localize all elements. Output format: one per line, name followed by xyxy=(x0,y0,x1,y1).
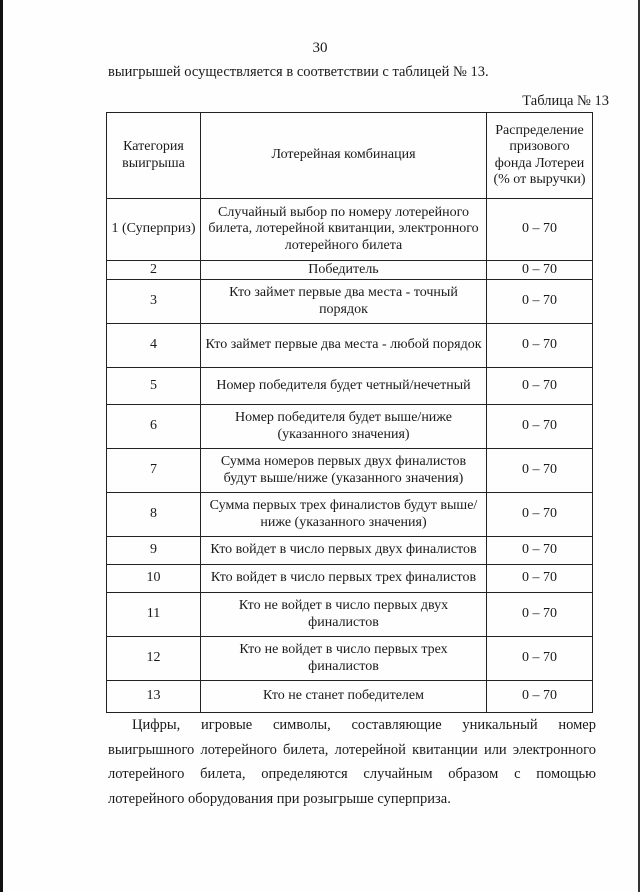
category-cell: 11 xyxy=(107,593,201,637)
distribution-cell: 0 – 70 xyxy=(487,199,593,261)
distribution-cell: 0 – 70 xyxy=(487,681,593,713)
table-row xyxy=(107,324,593,368)
combination-cell: Кто займет первые два места - любой порядок xyxy=(201,324,487,368)
table-row xyxy=(107,565,593,593)
combination-cell: Сумма номеров первых двух финалистов будут выше/ниже (указанного значения) xyxy=(201,449,487,493)
table-header-row xyxy=(107,113,593,199)
category-cell: 8 xyxy=(107,493,201,537)
prize-table xyxy=(106,112,593,713)
category-cell: 1 (Суперприз) xyxy=(107,199,201,261)
table-row xyxy=(107,593,593,637)
table-caption: Таблица № 13 xyxy=(522,93,609,109)
body-paragraph: Цифры, игровые символы, составляющие уникальный номер выигрышного лотерейного билета, лотерейной квитанции или электронного лотерейного билета, определяются случайным образом с помощью лотерейного оборудования при розыгрыше суперприза. xyxy=(108,717,596,807)
table-row xyxy=(107,261,593,280)
page-number: 30 xyxy=(312,40,328,56)
combination-cell: Кто не войдет в число первых трех финалистов xyxy=(201,637,487,681)
table-row xyxy=(107,537,593,565)
header-category: Категория выигрыша xyxy=(107,113,201,199)
category-cell: 5 xyxy=(107,368,201,405)
category-cell: 13 xyxy=(107,681,201,713)
combination-cell: Случайный выбор по номеру лотерейного билета, лотерейной квитанции, электронного лотерейного билета xyxy=(201,199,487,261)
distribution-cell: 0 – 70 xyxy=(487,261,593,280)
combination-cell: Кто войдет в число первых трех финалистов xyxy=(201,565,487,593)
category-cell: 3 xyxy=(107,280,201,324)
distribution-cell: 0 – 70 xyxy=(487,280,593,324)
table-row xyxy=(107,449,593,493)
category-cell: 2 xyxy=(107,261,201,280)
table-row xyxy=(107,199,593,261)
intro-line: выигрышей осуществляется в соответствии с таблицей № 13. xyxy=(108,64,489,80)
table-row xyxy=(107,405,593,449)
scan-left-edge xyxy=(0,0,3,892)
combination-cell: Номер победителя будет выше/ниже (указанного значения) xyxy=(201,405,487,449)
combination-cell: Победитель xyxy=(201,261,487,280)
table-row xyxy=(107,681,593,713)
distribution-cell: 0 – 70 xyxy=(487,405,593,449)
category-cell: 12 xyxy=(107,637,201,681)
distribution-cell: 0 – 70 xyxy=(487,593,593,637)
distribution-cell: 0 – 70 xyxy=(487,537,593,565)
category-cell: 10 xyxy=(107,565,201,593)
distribution-cell: 0 – 70 xyxy=(487,493,593,537)
distribution-cell: 0 – 70 xyxy=(487,449,593,493)
header-distribution: Распределение призового фонда Лотереи (% от выручки) xyxy=(487,113,593,199)
distribution-cell: 0 – 70 xyxy=(487,368,593,405)
combination-cell: Номер победителя будет четный/нечетный xyxy=(201,368,487,405)
distribution-cell: 0 – 70 xyxy=(487,637,593,681)
combination-cell: Кто не войдет в число первых двух финалистов xyxy=(201,593,487,637)
category-cell: 4 xyxy=(107,324,201,368)
category-cell: 6 xyxy=(107,405,201,449)
distribution-cell: 0 – 70 xyxy=(487,324,593,368)
combination-cell: Сумма первых трех финалистов будут выше/ниже (указанного значения) xyxy=(201,493,487,537)
table-row xyxy=(107,493,593,537)
header-combination: Лотерейная комбинация xyxy=(201,113,487,199)
combination-cell: Кто войдет в число первых двух финалистов xyxy=(201,537,487,565)
table-row xyxy=(107,637,593,681)
distribution-cell: 0 – 70 xyxy=(487,565,593,593)
combination-cell: Кто не станет победителем xyxy=(201,681,487,713)
table-row xyxy=(107,280,593,324)
table-body xyxy=(107,199,593,713)
category-cell: 7 xyxy=(107,449,201,493)
combination-cell: Кто займет первые два места - точный порядок xyxy=(201,280,487,324)
table-row xyxy=(107,368,593,405)
category-cell: 9 xyxy=(107,537,201,565)
